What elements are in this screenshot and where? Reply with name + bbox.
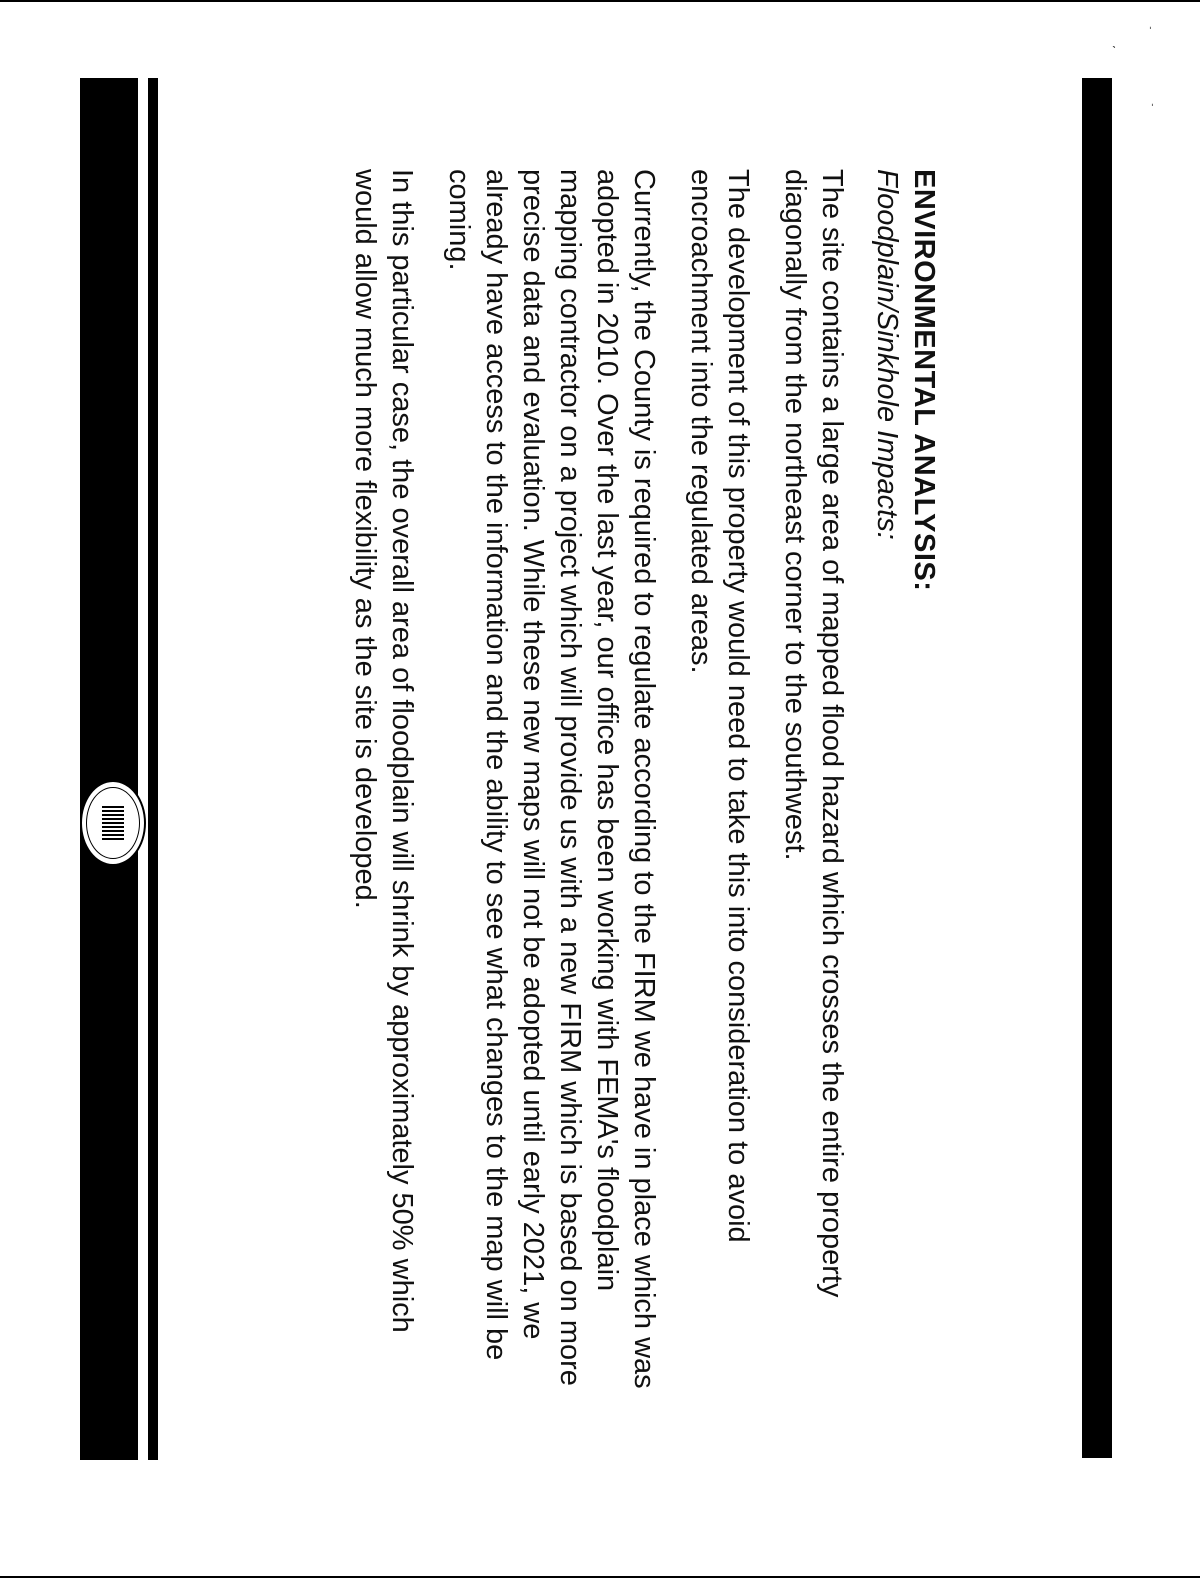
seal-building-icon: [102, 806, 124, 840]
scan-speck: ˈ: [1148, 24, 1153, 40]
slide-content: [190, 129, 1010, 1449]
section-heading: ENVIRONMENTAL ANALYSIS:: [908, 169, 940, 592]
bottom-thin-bar: [148, 78, 158, 1460]
paragraph-flood-hazard: The site contains a large area of mapped flood hazard which crosses the entire property diagonally from the northeast corner to the southwest.: [779, 169, 848, 1298]
paragraph-firm-regulation: Currently, the County is required to regulate according to the FIRM we have in place which was adopted in 2010. Over the last year, our office has been working with FEMA's floodplain mapping contractor on a project which will provide us with a new FIRM which is based on more precise data and evaluation. While these new maps will not be adopted until early 2021, we already have access to the information and the ability to see what changes to the map will be coming.: [443, 169, 660, 1389]
bottom-thick-bar: [80, 78, 138, 1460]
paragraph-floodplain-shrink: In this particular case, the overall area of floodplain will shrink by approximately 50% which would allow much more flexibility as the site is developed.: [349, 169, 418, 1333]
scan-speck: ˎ: [1112, 32, 1117, 48]
seal-ring: [86, 787, 140, 859]
county-seal-icon: [80, 780, 146, 866]
paragraph-development: The development of this property would need to take this into consideration to avoid encroachment into the regulated areas.: [685, 169, 754, 1243]
scan-speck: ˌ: [1150, 90, 1155, 106]
section-subheading: Floodplain/Sinkhole Impacts:: [871, 169, 903, 540]
top-decorative-bar: [1082, 78, 1112, 1458]
